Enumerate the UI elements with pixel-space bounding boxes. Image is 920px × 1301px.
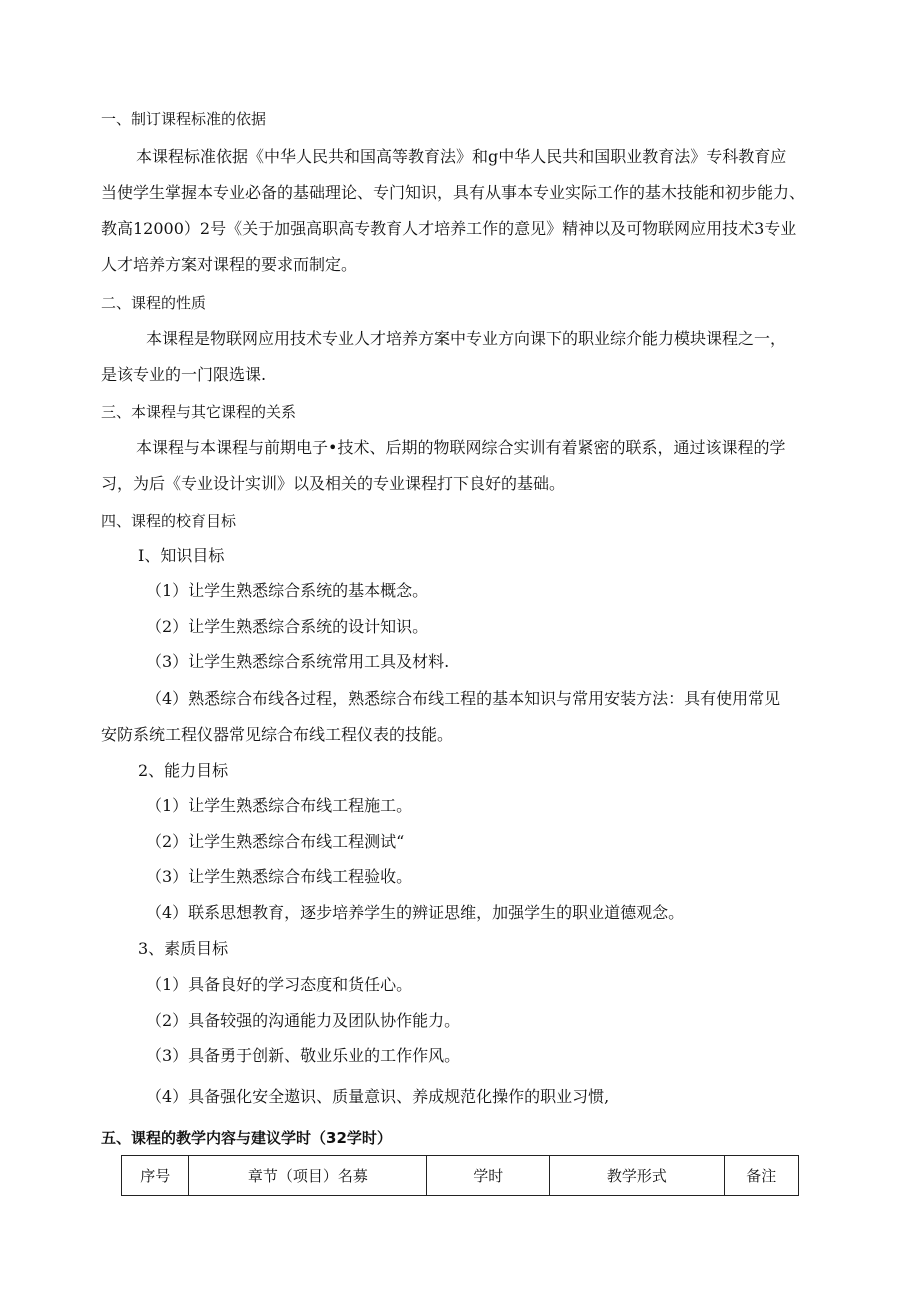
quality-goal-item: （4）具备强化安全遨识、质量意识、养成规范化操作的职业习惯, [146, 1087, 610, 1106]
knowledge-goal-item-continuation: 安防系统工程仪器常见综合布线工程仪表的技能。 [101, 725, 454, 744]
ability-goal-item: （4）联系思想教育，逐步培养学生的辨证思维，加强学生的职业道德观念。 [146, 903, 685, 922]
quality-goals-title: 3、素质目标 [138, 939, 229, 958]
section-1-paragraph-line: 当使学生掌握本专业必备的基础理论、专门知识，具有从事本专业实际工作的基木技能和初步能力、 [101, 183, 806, 202]
knowledge-goals-title: I、知识目标 [138, 546, 225, 565]
quality-goal-item: （1）具备良好的学习态度和货任心。 [146, 975, 413, 994]
ability-goals-title: 2、能力目标 [138, 761, 229, 780]
table-header-cell: 教学形式 [550, 1156, 724, 1196]
section-1-paragraph-line: 教高12000）2号《关于加强高职高专教育人才培养工作的意见》精神以及可物联网应用技术3专业 [101, 219, 797, 238]
section-3-heading: 三、本课程与其它课程的关系 [101, 403, 297, 421]
knowledge-goal-item: （1）让学生熟悉综合系统的基本概念。 [146, 581, 429, 600]
knowledge-goal-item: （4）熟悉综合布线各过程，熟悉综合布线工程的基本知识与常用安装方法：具有使用常见 [146, 689, 781, 708]
table-header-row [122, 1156, 799, 1196]
section-1-heading: 一、制订课程标准的依据 [101, 110, 267, 128]
section-3-paragraph-line: 本课程与本课程与前期电子•技术、后期的物联网综合实训有着紧密的联系，通过该课程的学 [136, 438, 786, 457]
table-header-cell: 章节（项目）名募 [189, 1156, 427, 1196]
ability-goal-item: （2）让学生熟悉综合布线工程测试“ [146, 832, 405, 851]
table-header-cell: 备注 [724, 1156, 798, 1196]
section-1-paragraph-line: 人才培养方案对课程的要求而制定。 [101, 255, 358, 274]
section-3-paragraph-line: 习，为后《专业设计实训》以及相关的专业课程打下良好的基础。 [101, 474, 566, 493]
knowledge-goal-item: （2）让学生熟悉综合系统的设计知识。 [146, 617, 429, 636]
knowledge-goal-item: （3）让学生熟悉综合系统常用工具及材料. [146, 652, 450, 671]
section-2-paragraph-line: 本课程是物联网应用技术专业人才培养方案中专业方向课下的职业综介能力模块课程之一， [146, 329, 787, 348]
section-2-paragraph-line: 是该专业的一门限选课. [101, 365, 267, 384]
table-header-cell: 序号 [122, 1156, 189, 1196]
section-5-heading: 五、课程的教学内容与建议学时（32学时） [101, 1129, 392, 1147]
quality-goal-item: （3）具备勇于创新、敬业乐业的工作作风。 [146, 1046, 461, 1065]
section-1-paragraph-line: 本课程标准依据《中华人民共和国高等教育法》和g中华人民共和国职业教育法》专科教育应 [136, 147, 787, 166]
section-4-heading: 四、课程的校育目标 [101, 512, 237, 530]
course-content-table [121, 1155, 799, 1196]
quality-goal-item: （2）具备较强的沟通能力及团队协作能力。 [146, 1011, 461, 1030]
ability-goal-item: （1）让学生熟悉综合布线工程施工。 [146, 796, 413, 815]
table-header-cell: 学时 [427, 1156, 550, 1196]
section-2-heading: 二、课程的性质 [101, 294, 207, 312]
ability-goal-item: （3）让学生熟悉综合布线工程验收。 [146, 867, 413, 886]
